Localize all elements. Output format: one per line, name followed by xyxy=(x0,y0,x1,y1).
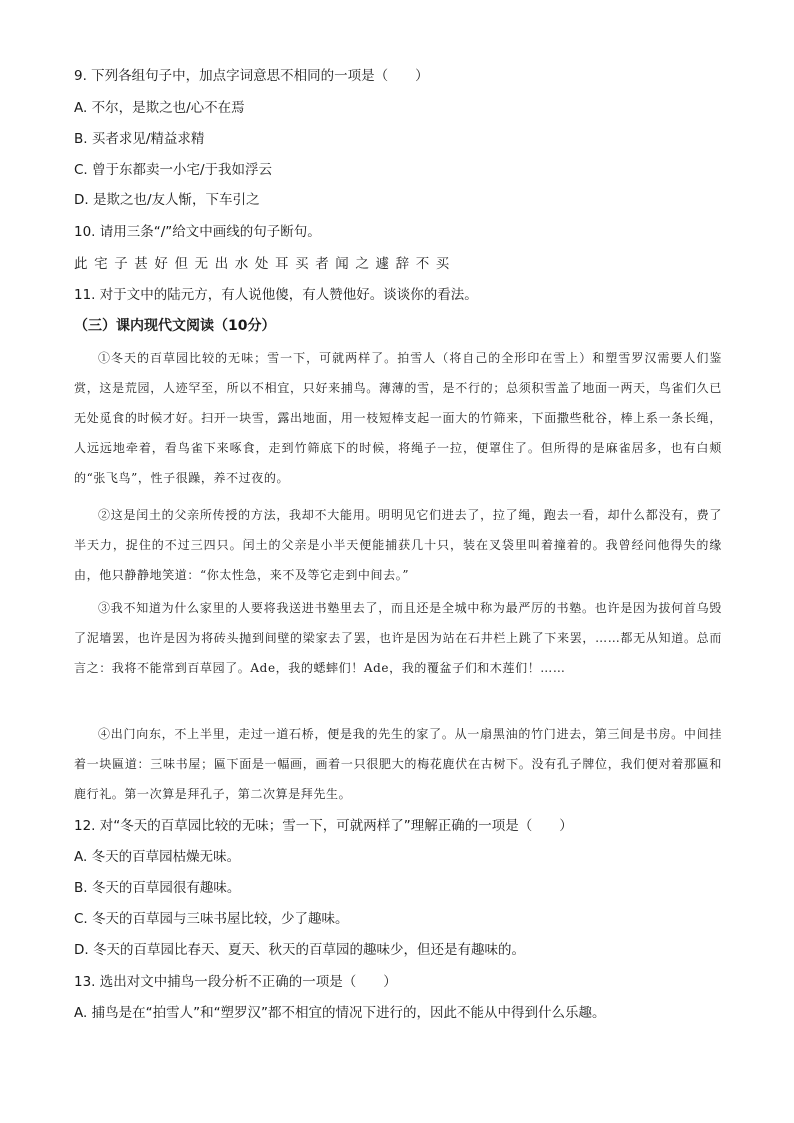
q10-sentence: 此宅子甚好但无出水处耳买者闻之遽辞不买 xyxy=(74,256,456,272)
passage-paragraph-4: ④出门向东，不上半里，走过一道石桥，便是我的先生的家了。从一扇黑油的竹门进去，第三间是书房。中间挂着一块匾道：三味书屋；匾下面是一幅画，画着一只很肥大的梅花鹿伏在古树下。没有孔子牌位，我们便对着那匾和鹿行礼。第一次算是拜孔子，第二次算是拜先生。 xyxy=(74,727,722,801)
q12-option-d: D. 冬天的百草园比春天、夏天、秋天的百草园的趣味少，但还是有趣味的。 xyxy=(74,942,525,958)
passage-paragraph-1: ①冬天的百草园比较的无味；雪一下，可就两样了。拍雪人（将自己的全形印在雪上）和塑雪罗汉需要人们鉴赏，这是荒园，人迹罕至，所以不相宜，只好来捕鸟。薄薄的雪，是不行的；总须积雪盖了地面一两天，鸟雀们久已无处觅食的时候才好。扫开一块雪，露出地面，用一枝短棒支起一面大的竹筛来，下面撒些秕谷，棒上系一条长绳，人远远地牵着，看鸟雀下来啄食，走到竹筛底下的时候，将绳子一拉，便罩住了。但所得的是麻雀居多，也有白颊的“张飞鸟”，性子很躁，养不过夜的。 xyxy=(74,351,722,485)
q13-option-a: A. 捕鸟是在“拍雪人”和“塑罗汉”都不相宜的情况下进行的，因此不能从中得到什么乐趣。 xyxy=(74,1005,606,1021)
q9-stem: 9. 下列各组句子中，加点字词意思不相同的一项是（ ） xyxy=(74,68,429,84)
q12-option-a: A. 冬天的百草园枯燥无味。 xyxy=(74,849,241,865)
q12-stem: 12. 对“冬天的百草园比较的无味；雪一下，可就两样了”理解正确的一项是（ ） xyxy=(74,818,573,834)
q13-stem: 13. 选出对文中捕鸟一段分析不正确的一项是（ ） xyxy=(74,974,397,990)
q9-option-a: A. 不尔，是欺之也/心不在焉 xyxy=(74,100,245,116)
q12-option-c: C. 冬天的百草园与三味书屋比较，少了趣味。 xyxy=(74,911,349,927)
q11-stem: 11. 对于文中的陆元方，有人说他傻，有人赞他好。谈谈你的看法。 xyxy=(74,287,478,303)
q10-stem: 10. 请用三条“/”给文中画线的句子断句。 xyxy=(74,224,321,240)
section-heading: （三）课内现代文阅读（10分） xyxy=(74,318,276,334)
passage-paragraph-3: ③我不知道为什么家里的人要将我送进书塾里去了，而且还是全城中称为最严厉的书塾。也许是因为拔何首乌毁了泥墙罢，也许是因为将砖头抛到间壁的梁家去了罢，也许是因为站在石井栏上跳了下来罢，……都无从知道。总而言之：我将不能常到百草园了。Ade，我的蟋蟀们！Ade，我的覆盆子们和木莲们！…… xyxy=(74,601,722,675)
q9-option-b: B. 买者求见/精益求精 xyxy=(74,131,205,147)
q9-option-c: C. 曾于东都卖一小宅/于我如浮云 xyxy=(74,162,273,178)
passage-paragraph-2: ②这是闰土的父亲所传授的方法，我却不大能用。明明见它们进去了，拉了绳，跑去一看，却什么都没有，费了半天力，捉住的不过三四只。闰土的父亲是小半天便能捕获几十只，装在叉袋里叫着撞着的。我曾经问他得失的缘由，他只静静地笑道：“你太性急，来不及等它走到中间去。” xyxy=(74,508,722,582)
q9-option-d: D. 是欺之也/友人惭，下车引之 xyxy=(74,192,260,208)
q12-option-b: B. 冬天的百草园很有趣味。 xyxy=(74,880,241,896)
